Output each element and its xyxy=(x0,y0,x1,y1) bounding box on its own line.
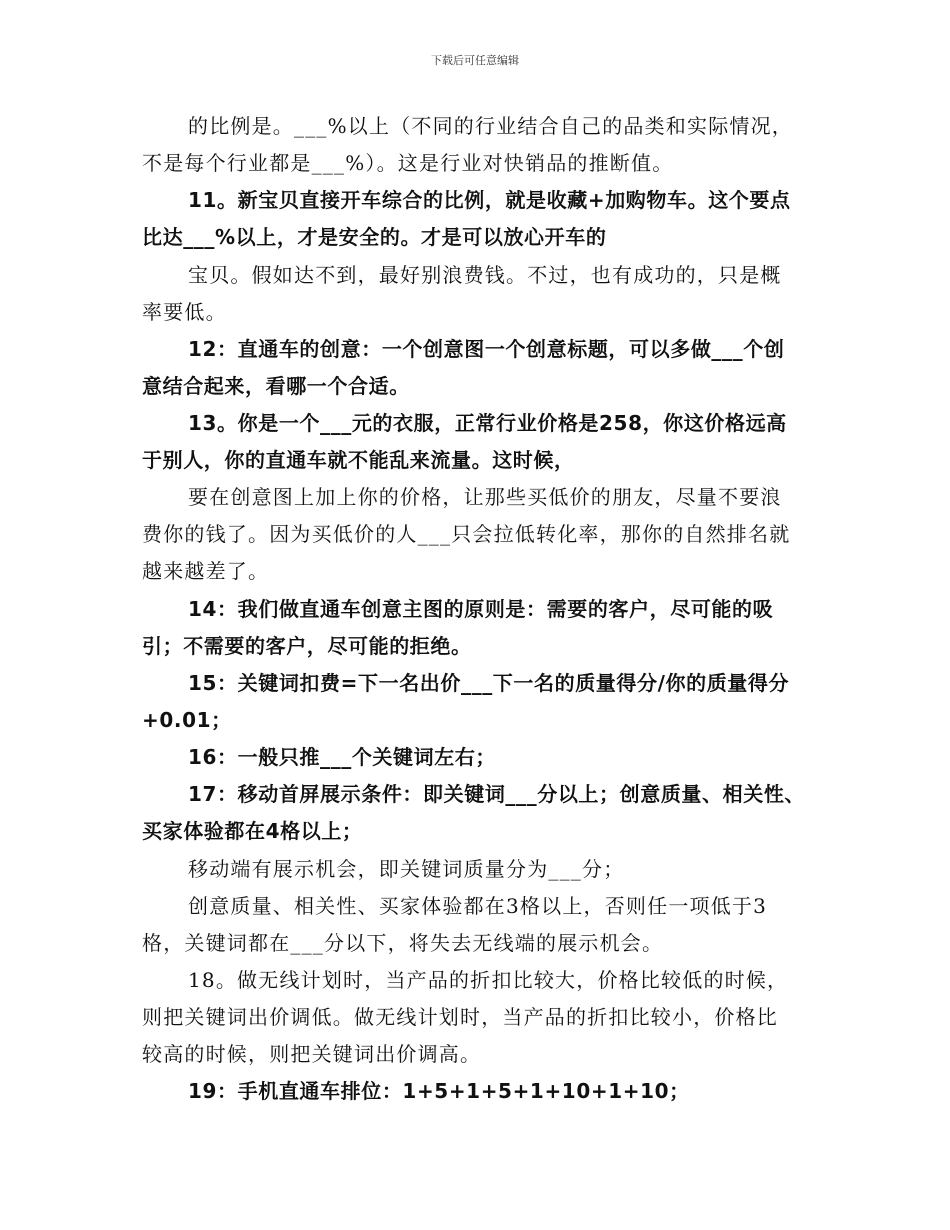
item-12-line-1: 12：直通车的创意：一个创意图一个创意标题，可以多做___个创 xyxy=(188,337,785,361)
text-line-1: 的比例是。___%以上（不同的行业结合自己的品类和实际情况， xyxy=(188,114,794,138)
item-18-line-2: 则把关键词出价调低。做无线计划时，当产品的折扣比较小，价格比 xyxy=(142,1005,778,1029)
item-13-line-1: 13。你是一个___元的衣服，正常行业价格是258，你这价格远高 xyxy=(188,411,787,435)
item-11-line-1: 11。新宝贝直接开车综合的比例，就是收藏+加购物车。这个要点 xyxy=(188,188,791,212)
text-line-13: 越来越差了。 xyxy=(142,559,270,583)
item-14-line-1: 14：我们做直通车创意主图的原则是：需要的客户，尽可能的吸 xyxy=(188,597,774,621)
item-18-line-1: 18。做无线计划时，当产品的折扣比较大，价格比较低的时候， xyxy=(188,968,789,992)
item-19-line-1: 19：手机直通车排位：1+5+1+5+1+10+1+10； xyxy=(188,1079,690,1103)
item-12-line-2: 意结合起来，看哪一个合适。 xyxy=(142,374,410,398)
text-line-22: 创意质量、相关性、买家体验都在3格以上，否则任一项低于3 xyxy=(188,894,768,918)
text-line-12: 费你的钱了。因为买低价的人___只会拉低转化率，那你的自然排名就 xyxy=(142,522,791,546)
text-line-23: 格，关键词都在___分以下，将失去无线端的展示机会。 xyxy=(142,931,664,955)
text-line-5: 宝贝。假如达不到，最好别浪费钱。不过，也有成功的，只是概 xyxy=(188,263,782,287)
text-line-11: 要在创意图上加上你的价格，让那些买低价的朋友，尽量不要浪 xyxy=(188,485,782,509)
item-14-line-2: 引；不需要的客户，尽可能的拒绝。 xyxy=(142,634,472,658)
item-15-line-2: +0.01； xyxy=(142,708,232,732)
item-13-line-2: 于别人，你的直通车就不能乱来流量。这时候， xyxy=(142,448,575,472)
item-16-line-1: 16：一般只推___个关键词左右； xyxy=(188,745,497,769)
item-17-line-2: 买家体验都在4格以上； xyxy=(142,819,363,843)
item-15-line-1: 15：关键词扣费=下一名出价___下一名的质量得分/你的质量得分 xyxy=(188,671,790,695)
item-11-line-2: 比达___%以上，才是安全的。才是可以放心开车的 xyxy=(142,225,607,249)
text-line-21: 移动端有展示机会，即关键词质量分为___分； xyxy=(188,857,625,881)
item-18-line-3: 较高的时候，则把关键词出价调高。 xyxy=(142,1042,482,1066)
item-17-line-1: 17：移动首屏展示条件：即关键词___分以上；创意质量、相关性、 xyxy=(188,782,806,806)
text-line-2: 不是每个行业都是___%）。这是行业对快销品的推断值。 xyxy=(142,151,674,175)
page-header: 下载后可任意编辑 xyxy=(431,54,519,67)
text-line-6: 率要低。 xyxy=(142,300,227,324)
